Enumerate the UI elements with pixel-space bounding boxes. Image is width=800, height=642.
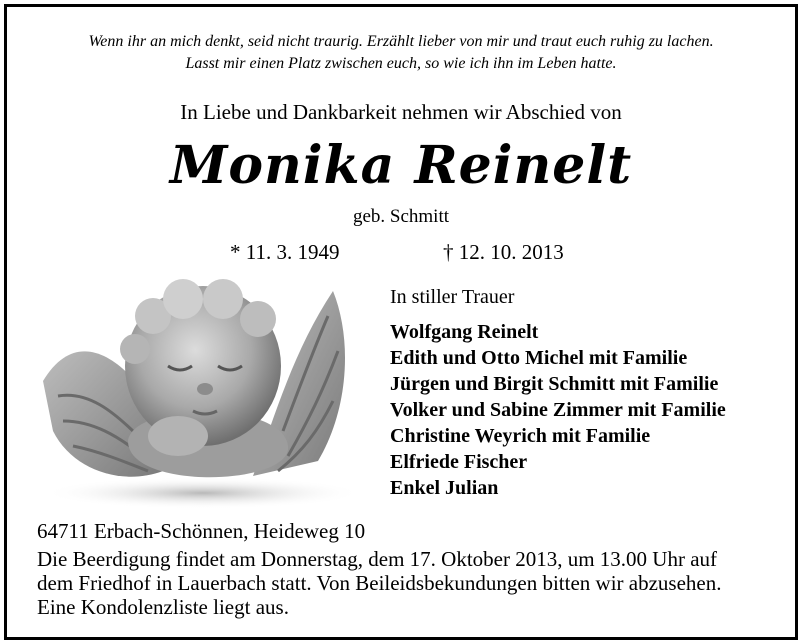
motto-line-2: Lasst mir einen Platz zwischen euch, so wie ich ihn im Leben hatte. bbox=[185, 55, 617, 72]
obituary-notice bbox=[4, 4, 798, 640]
birth-name: geb. Schmitt bbox=[352, 206, 450, 227]
mourner-name: Elfriede Fischer bbox=[390, 451, 528, 473]
mourners-list bbox=[390, 319, 726, 501]
mourner-name: Volker und Sabine Zimmer mit Familie bbox=[390, 399, 726, 421]
angel-statue-icon bbox=[33, 271, 373, 511]
funeral-info bbox=[37, 547, 797, 619]
mourner-name: Christine Weyrich mit Familie bbox=[390, 425, 651, 447]
funeral-info-line-1: Die Beerdigung findet am Donnerstag, dem 17. Oktober 2013, um 13.00 Uhr auf bbox=[37, 547, 718, 571]
mourner-name: Edith und Otto Michel mit Familie bbox=[390, 347, 688, 369]
funeral-info-line-3: Eine Kondolenzliste liegt aus. bbox=[37, 595, 289, 619]
deceased-name: Monika Reinelt bbox=[169, 135, 633, 196]
family-address: 64711 Erbach-Schönnen, Heideweg 10 bbox=[37, 519, 366, 543]
intro-text: In Liebe und Dankbarkeit nehmen wir Abschied von bbox=[180, 100, 622, 124]
birth-date: * 11. 3. 1949 bbox=[230, 240, 340, 264]
motto-line-1: Wenn ihr an mich denkt, seid nicht traurig. Erzählt lieber von mir und traut euch ruhig zu lachen. bbox=[88, 33, 714, 50]
mourner-name: Enkel Julian bbox=[390, 477, 499, 499]
funeral-info-line-2: dem Friedhof in Lauerbach statt. Von Beileidsbekundungen bitten wir abzusehen. bbox=[37, 571, 722, 595]
death-date: † 12. 10. 2013 bbox=[443, 240, 564, 264]
mourner-name: Wolfgang Reinelt bbox=[390, 321, 539, 343]
mourner-name: Jürgen und Birgit Schmitt mit Familie bbox=[390, 373, 719, 395]
mourning-phrase: In stiller Trauer bbox=[390, 286, 515, 308]
